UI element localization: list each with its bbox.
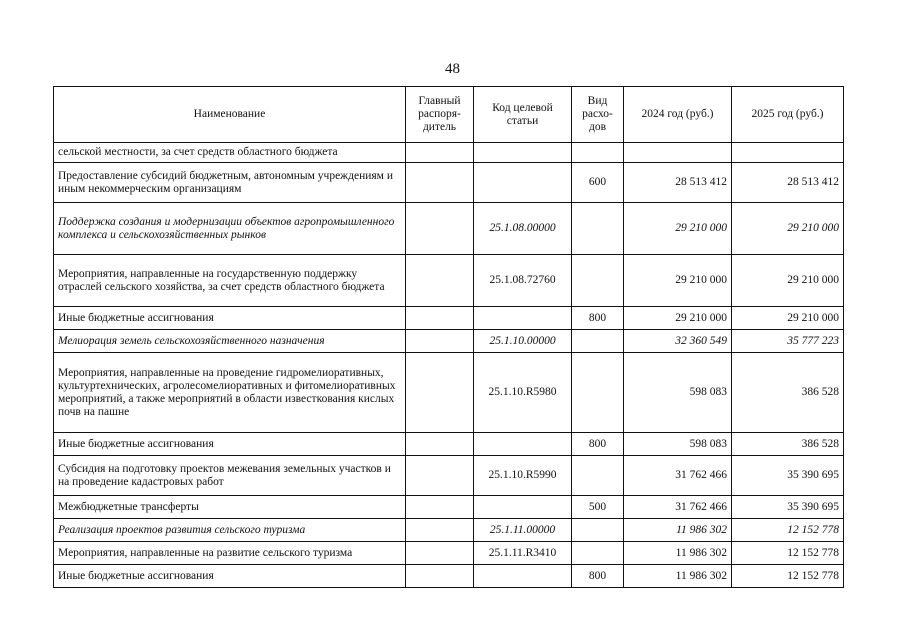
table-row [54,565,844,588]
row-type [572,519,624,542]
table-row [54,433,844,456]
row-code: 25.1.10.R5990 [474,456,572,496]
header-admin: Главный распоря-дитель [406,87,474,143]
row-2025: 12 152 778 [732,519,844,542]
row-admin [406,330,474,353]
row-type [572,255,624,307]
budget-table [53,86,844,588]
row-code: 25.1.08.72760 [474,255,572,307]
row-code [474,143,572,163]
row-name: Межбюджетные трансферты [54,496,406,519]
row-2025: 386 528 [732,353,844,433]
row-name: Иные бюджетные ассигнования [54,565,406,588]
table-row [54,163,844,203]
row-2025: 35 390 695 [732,456,844,496]
row-code [474,307,572,330]
header-2025: 2025 год (руб.) [732,87,844,143]
row-type: 500 [572,496,624,519]
row-name: Иные бюджетные ассигнования [54,433,406,456]
row-2025: 35 390 695 [732,496,844,519]
row-2024: 29 210 000 [624,203,732,255]
row-name: Мелиорация земель сельскохозяйственного назначения [54,330,406,353]
row-admin [406,565,474,588]
row-admin [406,255,474,307]
row-code: 25.1.11.R3410 [474,542,572,565]
row-admin [406,519,474,542]
table-row [54,255,844,307]
table-row [54,203,844,255]
row-name: сельской местности, за счет средств областного бюджета [54,143,406,163]
table-row [54,330,844,353]
row-code: 25.1.11.00000 [474,519,572,542]
row-name: Мероприятия, направленные на проведение гидромелиоративных, культуртехнических, агролесомелиоративных и фитомелиоративных мероприятий, а также мероприятий в области известкования кислых почв на пашне [54,353,406,433]
table-row [54,542,844,565]
row-type: 600 [572,163,624,203]
row-type: 800 [572,307,624,330]
row-admin [406,433,474,456]
row-admin [406,163,474,203]
row-type: 800 [572,433,624,456]
row-name: Реализация проектов развития сельского туризма [54,519,406,542]
row-admin [406,353,474,433]
row-2024: 29 210 000 [624,255,732,307]
row-name: Мероприятия, направленные на государственную поддержку отраслей сельского хозяйства, за счет средств областного бюджета [54,255,406,307]
row-type [572,143,624,163]
row-name: Мероприятия, направленные на развитие сельского туризма [54,542,406,565]
row-name: Субсидия на подготовку проектов межевания земельных участков и на проведение кадастровых работ [54,456,406,496]
row-2024: 29 210 000 [624,307,732,330]
row-2024: 598 083 [624,433,732,456]
row-code [474,565,572,588]
header-name: Наименование [54,87,406,143]
row-2024: 11 986 302 [624,565,732,588]
row-2024: 31 762 466 [624,456,732,496]
row-2025: 12 152 778 [732,542,844,565]
row-2025: 29 210 000 [732,255,844,307]
row-2025: 386 528 [732,433,844,456]
row-2025: 29 210 000 [732,307,844,330]
table-row [54,496,844,519]
row-admin [406,307,474,330]
row-name: Предоставление субсидий бюджетным, автономным учреждениям и иным некоммерческим организациям [54,163,406,203]
row-admin [406,456,474,496]
row-admin [406,203,474,255]
row-type [572,542,624,565]
row-type [572,203,624,255]
row-code [474,433,572,456]
row-type: 800 [572,565,624,588]
row-code [474,163,572,203]
row-code: 25.1.10.R5980 [474,353,572,433]
page-number: 48 [445,61,460,77]
table-row [54,456,844,496]
row-name: Иные бюджетные ассигнования [54,307,406,330]
table-row [54,353,844,433]
row-2024: 32 360 549 [624,330,732,353]
row-name: Поддержка создания и модернизации объектов агропромышленного комплекса и сельскохозяйственных рынков [54,203,406,255]
row-admin [406,542,474,565]
header-type: Вид расхо-дов [572,87,624,143]
table-row [54,143,844,163]
row-2024: 28 513 412 [624,163,732,203]
row-2024: 598 083 [624,353,732,433]
row-type [572,353,624,433]
header-code: Код целевой статьи [474,87,572,143]
row-admin [406,143,474,163]
table-row [54,307,844,330]
row-2025: 35 777 223 [732,330,844,353]
row-code [474,496,572,519]
header-2024: 2024 год (руб.) [624,87,732,143]
row-2024 [624,143,732,163]
row-type [572,456,624,496]
row-code: 25.1.10.00000 [474,330,572,353]
row-2025: 29 210 000 [732,203,844,255]
row-2024: 31 762 466 [624,496,732,519]
table-header-row [54,87,844,143]
row-2025 [732,143,844,163]
row-type [572,330,624,353]
table-row [54,519,844,542]
row-code: 25.1.08.00000 [474,203,572,255]
row-2024: 11 986 302 [624,519,732,542]
row-2024: 11 986 302 [624,542,732,565]
row-admin [406,496,474,519]
row-2025: 28 513 412 [732,163,844,203]
row-2025: 12 152 778 [732,565,844,588]
